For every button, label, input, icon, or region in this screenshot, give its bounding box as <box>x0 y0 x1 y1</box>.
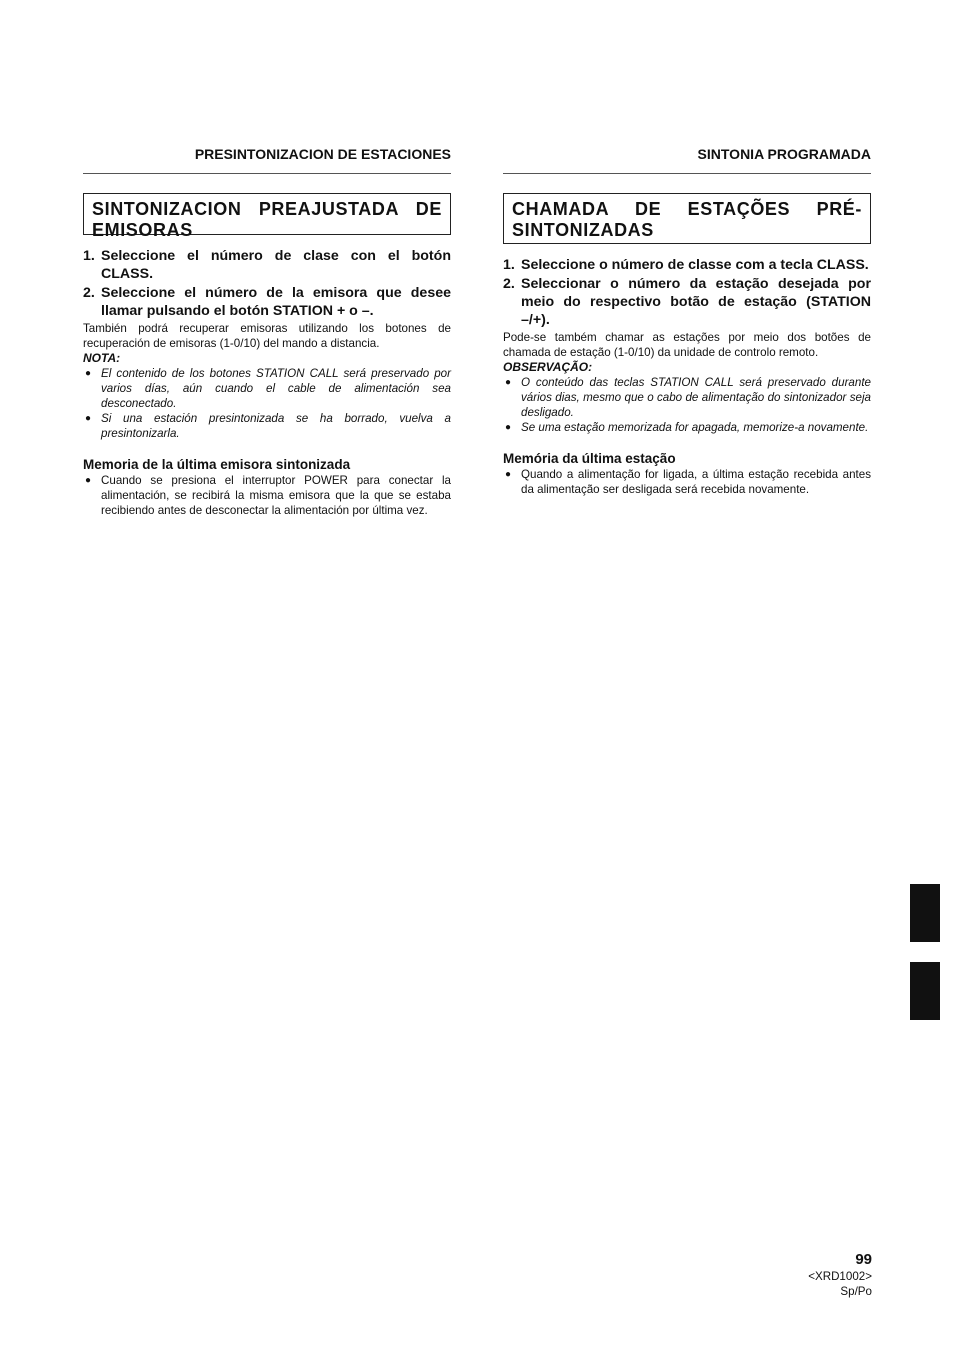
thumb-index-tab <box>910 884 940 942</box>
step-number: 1. <box>83 248 95 264</box>
header-divider <box>83 173 451 174</box>
left-column <box>83 145 451 518</box>
right-column <box>503 145 871 497</box>
section-title: CHAMADA DE ESTAÇÕES PRÉ-SINTONIZADAS <box>503 193 871 244</box>
bullet-icon: ● <box>85 368 92 379</box>
note-text: O conteúdo das teclas STATION CALL será preservado durante vários dias, mesmo que o cabo de alimentação do sintonizador seja desligado. <box>521 376 871 419</box>
model-code: <XRD1002> <box>808 1270 872 1283</box>
page-number: 99 <box>855 1251 872 1268</box>
section-title: SINTONIZACION PREAJUSTADA DE EMISORAS <box>83 193 451 235</box>
body-paragraph: Pode-se também chamar as estações por meio dos botões de chamada de estação (1-0/10) da unidade de controlo remoto. <box>503 331 871 359</box>
bullet-icon: ● <box>505 422 512 433</box>
bullet-icon: ● <box>85 475 92 486</box>
bullet-icon: ● <box>85 413 92 424</box>
note-label: OBSERVAÇÃO: <box>503 360 593 374</box>
note-item <box>503 420 871 435</box>
note-item <box>83 366 451 411</box>
memory-item <box>83 473 451 518</box>
memory-item <box>503 467 871 497</box>
step-item <box>503 256 871 274</box>
header-divider <box>503 173 871 174</box>
step-item <box>503 275 871 329</box>
memory-text: Quando a alimentação for ligada, a última estação recebida antes da alimentação ser desligada será recebida novamente. <box>521 468 871 496</box>
step-text: Seleccione o número de classe com a tecla CLASS. <box>521 257 869 273</box>
note-text: El contenido de los botones STATION CALL será preservado por varios días, aún cuando el cable de alimentación sea desconectado. <box>101 367 451 410</box>
page-footer <box>808 1250 872 1299</box>
step-text: Seleccione el número de la emisora que desee llamar pulsando el botón STATION + o –. <box>101 285 451 319</box>
note-list <box>83 366 451 441</box>
step-item <box>83 284 451 320</box>
step-text: Seleccionar o número da estação desejada por meio do respectivo botão de estação (STATION –/+). <box>521 276 871 328</box>
section-header: PRESINTONIZACION DE ESTACIONES <box>194 146 451 162</box>
memory-list <box>83 473 451 518</box>
note-list <box>503 375 871 435</box>
note-text: Si una estación presintonizada se ha borrado, vuelva a presintonizarla. <box>101 412 451 440</box>
step-number: 2. <box>503 276 515 292</box>
memory-list <box>503 467 871 497</box>
section-header: SINTONIA PROGRAMADA <box>697 146 871 162</box>
language-code: Sp/Po <box>840 1285 872 1298</box>
subheading: Memoria de la última emisora sintonizada <box>83 457 351 472</box>
step-text: Seleccione el número de clase con el botón CLASS. <box>101 248 451 282</box>
thumb-index-tab <box>910 962 940 1020</box>
step-number: 1. <box>503 257 515 273</box>
bullet-icon: ● <box>505 377 512 388</box>
bullet-icon: ● <box>505 469 512 480</box>
note-text: Se uma estação memorizada for apagada, memorize-a novamente. <box>521 421 869 434</box>
note-item <box>503 375 871 420</box>
step-list <box>503 256 871 329</box>
body-paragraph: También podrá recuperar emisoras utilizando los botones de recuperación de emisoras (1-0/10) del mando a distancia. <box>83 322 451 350</box>
subheading: Memória da última estação <box>503 451 676 466</box>
step-item <box>83 247 451 283</box>
memory-text: Cuando se presiona el interruptor POWER para conectar la alimentación, se recibirá la misma emisora que la que se estaba recibiendo antes de desconectar la alimentación por última vez. <box>101 474 451 517</box>
note-label: NOTA: <box>83 351 121 365</box>
note-item <box>83 411 451 441</box>
step-list <box>83 247 451 320</box>
step-number: 2. <box>83 285 95 301</box>
